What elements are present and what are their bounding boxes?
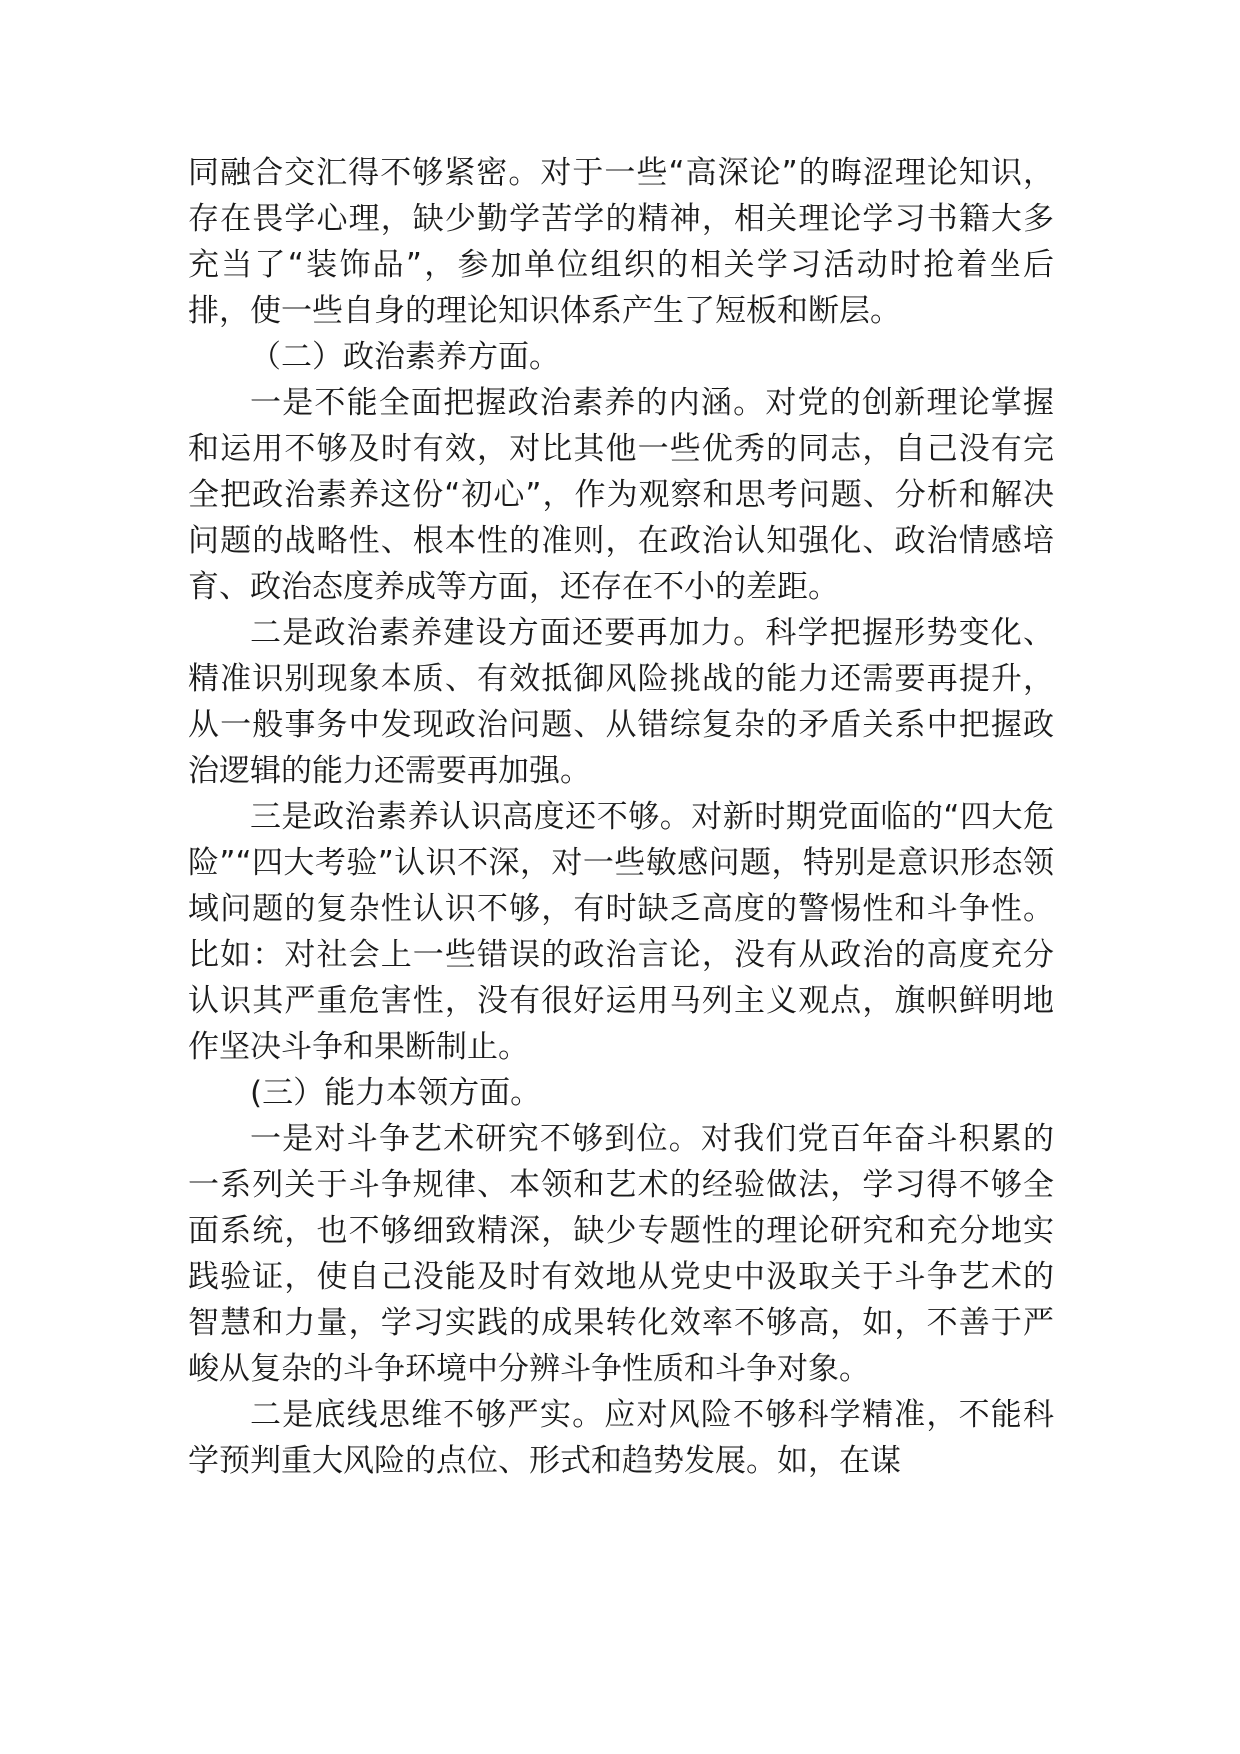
paragraph-political-2: 二是政治素养建设方面还要再加力。科学把握形势变化、精准识别现象本质、有效抵御风险挑战的能力还需要再提升，从一般事务中发现政治问题、从错综复杂的矛盾关系中把握政治逻辑的能力还需要再加强。	[188, 615, 1054, 789]
paragraph-ability-1: 一是对斗争艺术研究不够到位。对我们党百年奋斗积累的一系列关于斗争规律、本领和艺术的经验做法，学习得不够全面系统，也不够细致精深，缺少专题性的理论研究和充分地实践验证，使自己没能及时有效地从党史中汲取关于斗争艺术的智慧和力量，学习实践的成果转化效率不够高，如，不善于严峻从复杂的斗争环境中分辨斗争性质和斗争对象。	[188, 1121, 1054, 1387]
document-body	[188, 150, 1054, 1484]
paragraph-ability-2: 二是底线思维不够严实。应对风险不够科学精准，不能科学预判重大风险的点位、形式和趋势发展。如，在谋	[188, 1397, 1054, 1479]
paragraph-political-1: 一是不能全面把握政治素养的内涵。对党的创新理论掌握和运用不够及时有效，对比其他一些优秀的同志，自己没有完全把政治素养这份“初心”，作为观察和思考问题、分析和解决问题的战略性、根本性的准则，在政治认知强化、政治情感培育、政治态度养成等方面，还存在不小的差距。	[188, 385, 1054, 605]
section-heading-political-literacy: （二）政治素养方面。	[250, 339, 560, 375]
section-heading-ability: (三）能力本领方面。	[250, 1075, 542, 1111]
paragraph-continuation: 同融合交汇得不够紧密。对于一些“高深论”的晦涩理论知识，存在畏学心理，缺少勤学苦学的精神，相关理论学习书籍大多充当了“装饰品”，参加单位组织的相关学习活动时抢着坐后排，使一些自身的理论知识体系产生了短板和断层。	[188, 155, 1054, 329]
paragraph-political-3: 三是政治素养认识高度还不够。对新时期党面临的“四大危险”“四大考验”认识不深，对一些敏感问题，特别是意识形态领域问题的复杂性认识不够，有时缺乏高度的警惕性和斗争性。比如：对社会上一些错误的政治言论，没有从政治的高度充分认识其严重危害性，没有很好运用马列主义观点，旗帜鲜明地作坚决斗争和果断制止。	[188, 799, 1054, 1065]
